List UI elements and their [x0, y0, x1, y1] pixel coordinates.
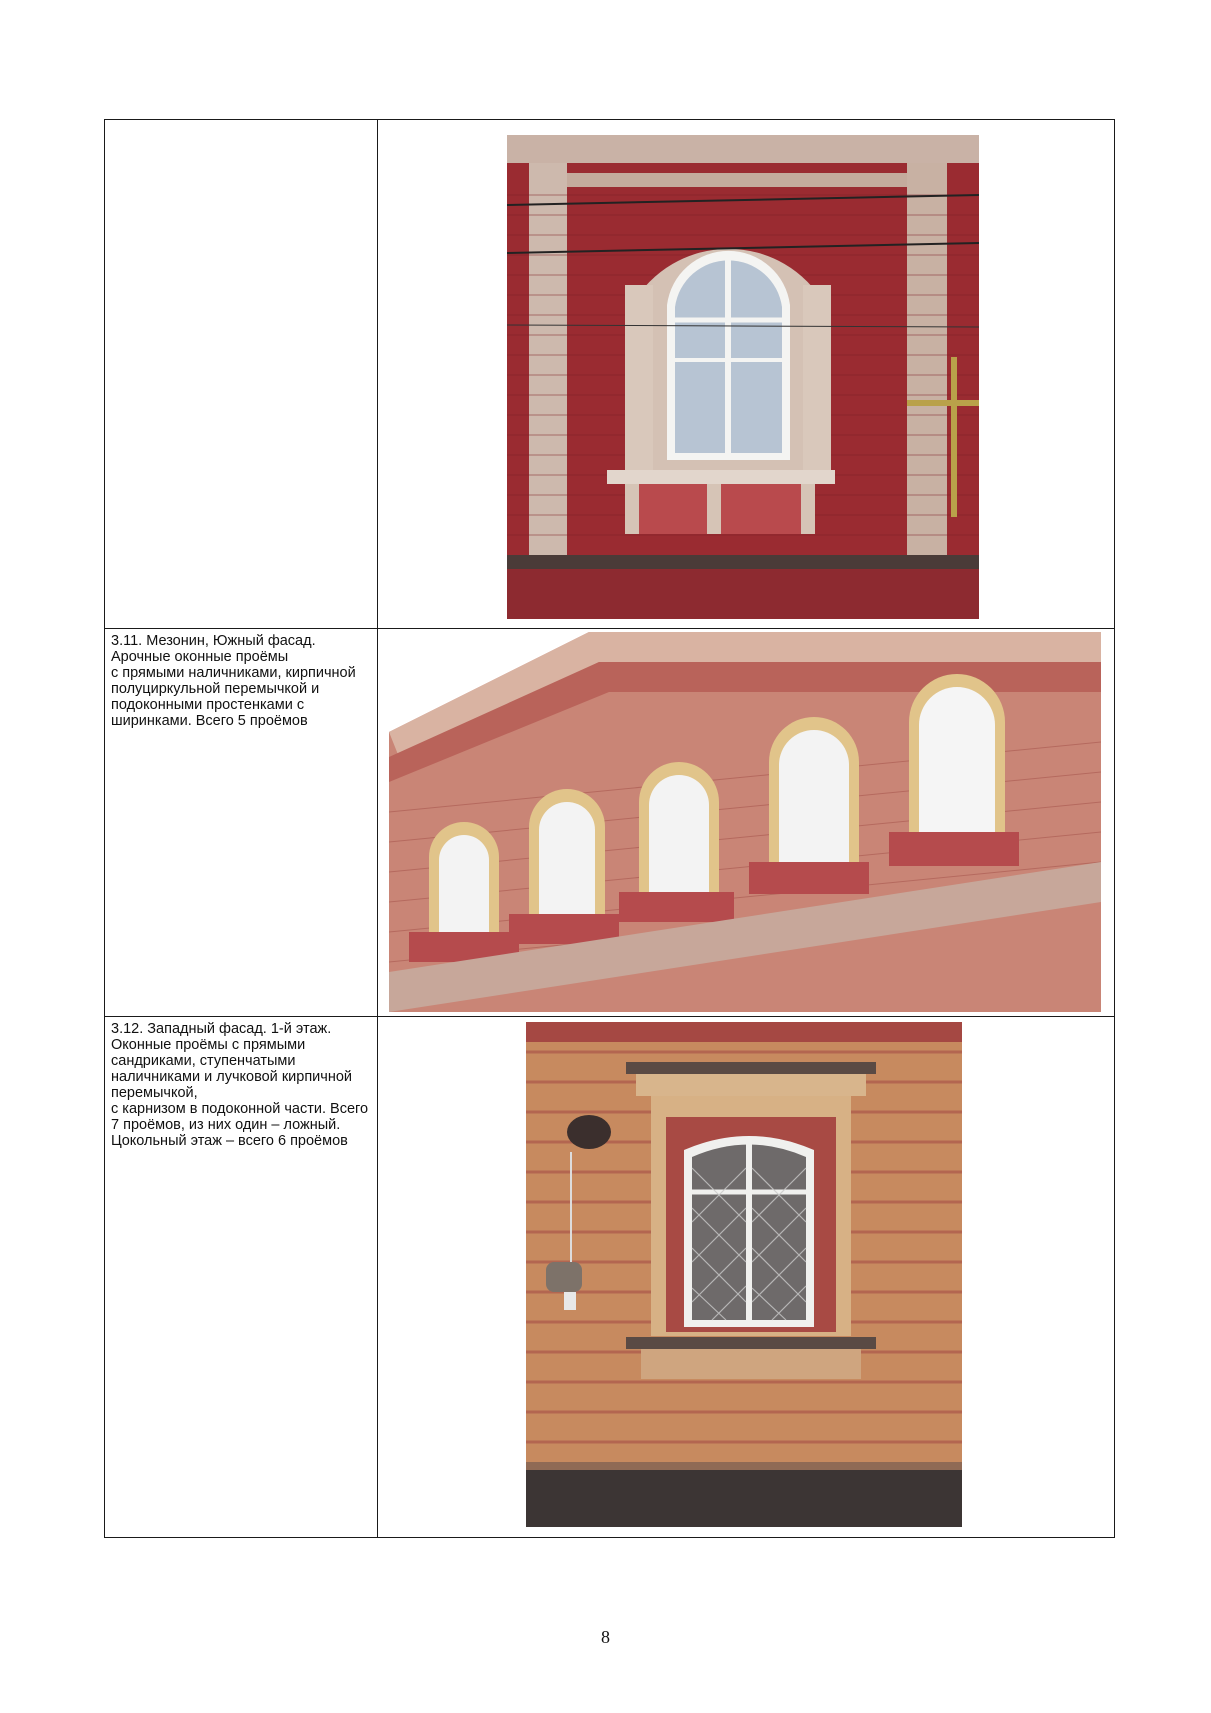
west-facade-window-photo: [526, 1022, 962, 1527]
description-text: 3.12. Западный фасад. 1-й этаж. Оконные проёмы с прямыми сандриками, ступенчатыми наличниками и лучковой кирпичной перемычкой, с карнизом в подоконной части. Всего 7 проёмов, из них один – ложный. Цокольный этаж – всего 6 проёмов: [111, 1021, 369, 1149]
photo-cell: [378, 120, 1115, 629]
description-cell: [105, 629, 378, 1017]
mezzanine-window-photo: [507, 135, 979, 619]
page-number: 8: [601, 1627, 610, 1647]
table-row: [105, 1017, 1115, 1538]
table-row: [105, 120, 1115, 629]
facade-table: [104, 119, 1115, 1538]
description-text: 3.11. Мезонин, Южный фасад. Арочные оконные проёмы с прямыми наличниками, кирпичной полуциркульной перемычкой и подоконными простенками с ширинками. Всего 5 проёмов: [111, 633, 356, 729]
description-cell: [105, 120, 378, 629]
photo-cell: [378, 1017, 1115, 1538]
photo-cell: [378, 629, 1115, 1017]
description-text: [105, 120, 377, 124]
mezzanine-south-facade-photo: [389, 632, 1101, 1012]
table-row: [105, 629, 1115, 1017]
description-cell: [105, 1017, 378, 1538]
